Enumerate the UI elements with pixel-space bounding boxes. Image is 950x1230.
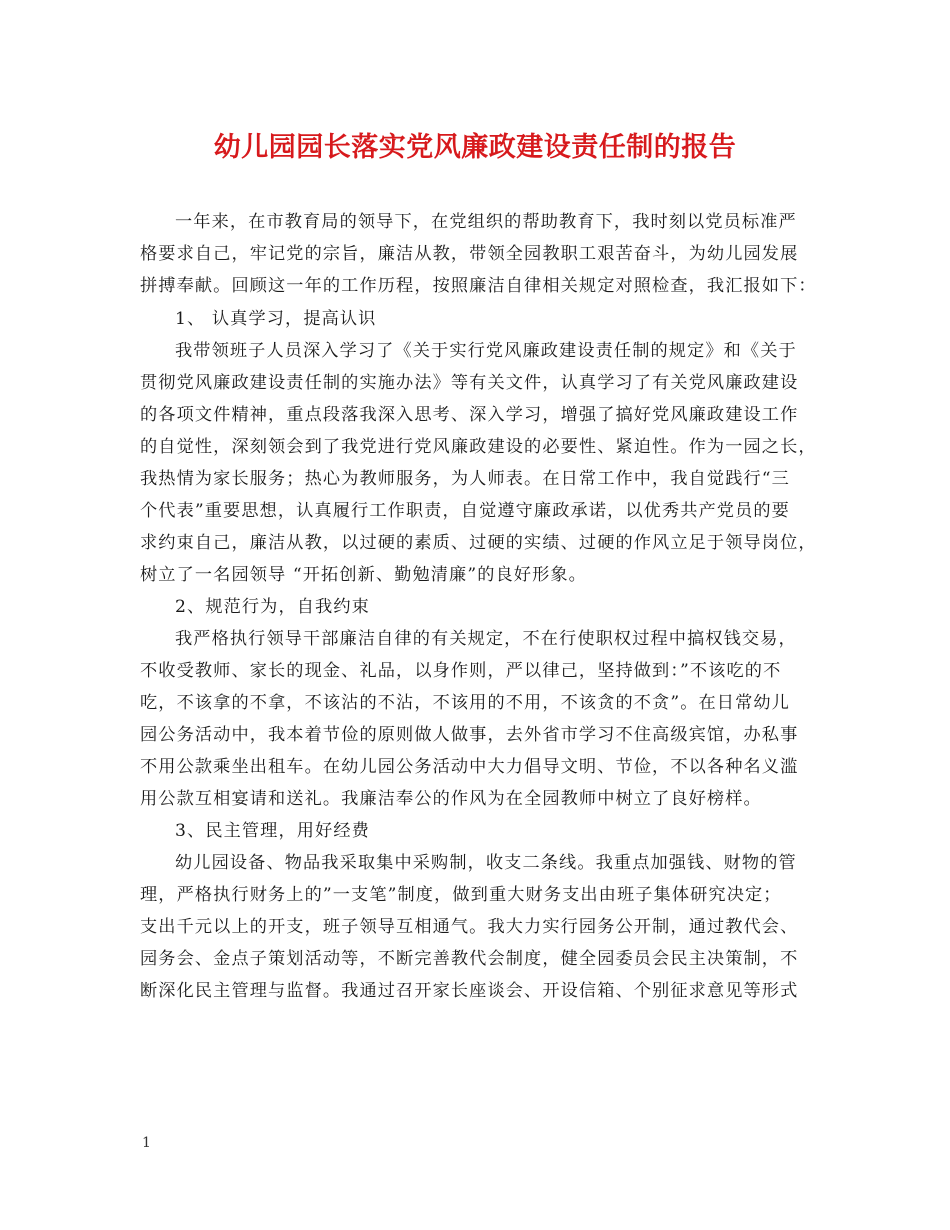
text-line: 不用公款乘坐出租车。在幼儿园公务活动中大力倡导文明、节俭，不以各种名义滥: [140, 757, 799, 777]
text-line: 吃，不该拿的不拿，不该沾的不沾，不该用的不用，不该贪的不贪”。在日常幼儿: [140, 693, 790, 713]
document-title: 幼儿园园长落实党风廉政建设责任制的报告: [213, 132, 737, 163]
text-line: 断深化民主管理与监督。我通过召开家长座谈会、开设信箱、个别征求意见等形式: [140, 981, 799, 1001]
text-line: 树立了一名园领导 “开拓创新、勤勉清廉”的良好形象。: [140, 565, 587, 585]
text-line: 园务会、金点子策划活动等，不断完善教代会制度，健全园委员会民主决策制，不: [140, 949, 799, 969]
text-line: 园公务活动中，我本着节俭的原则做人做事，去外省市学习不住高级宾馆，办私事: [140, 725, 799, 745]
text-line: 我带领班子人员深入学习了《关于实行党风廉政建设责任制的规定》和《关于: [175, 341, 797, 361]
page-number: 1: [142, 1135, 151, 1151]
text-line: 不收受教师、家长的现金、礼品，以身作则，严以律己，坚持做到：”不该吃的不: [140, 661, 782, 681]
text-line: 一年来，在市教育局的领导下，在党组织的帮助教育下，我时刻以党员标准严: [175, 212, 797, 232]
text-line: 格要求自己，牢记党的宗旨，廉洁从教，带领全园教职工艰苦奋斗，为幼儿园发展: [140, 244, 799, 264]
text-line: 个代表”重要思想，认真履行工作职责，自觉遵守廉政承诺，以优秀共产党员的要: [140, 501, 790, 521]
text-line: 支出千元以上的开支，班子领导互相通气。我大力实行园务公开制，通过教代会、: [140, 917, 799, 937]
text-line: 我严格执行领导干部廉洁自律的有关规定，不在行使职权过程中搞权钱交易，: [175, 629, 797, 649]
section-heading: 3、民主管理，用好经费: [175, 821, 370, 841]
text-line: 的自觉性，深刻领会到了我党进行党风廉政建设的必要性、紧迫性。作为一园之长，: [140, 437, 817, 457]
section-heading: 2、规范行为，自我约束: [175, 597, 370, 617]
text-line: 我热情为家长服务；热心为教师服务，为人师表。在日常工作中，我自觉践行“三: [140, 469, 790, 489]
text-line: 幼儿园设备、物品我采取集中采购制，收支二条线。我重点加强钱、财物的管: [175, 853, 797, 873]
text-line: 的各项文件精神，重点段落我深入思考、深入学习，增强了搞好党风廉政建设工作: [140, 405, 799, 425]
text-line: 用公款互相宴请和送礼。我廉洁奉公的作风为在全园教师中树立了良好榜样。: [140, 789, 762, 809]
text-line: 拼搏奉献。回顾这一年的工作历程，按照廉洁自律相关规定对照检查，我汇报如下：: [140, 276, 817, 296]
text-line: 理，严格执行财务上的”一支笔”制度，做到重大财务支出由班子集体研究决定；: [140, 885, 782, 905]
text-line: 求约束自己，廉洁从教，以过硬的素质、过硬的实绩、过硬的作风立足于领导岗位，: [140, 533, 817, 553]
section-heading: 1、 认真学习，提高认识: [175, 309, 377, 329]
text-line: 贯彻党风廉政建设责任制的实施办法》等有关文件，认真学习了有关党风廉政建设: [140, 373, 799, 393]
